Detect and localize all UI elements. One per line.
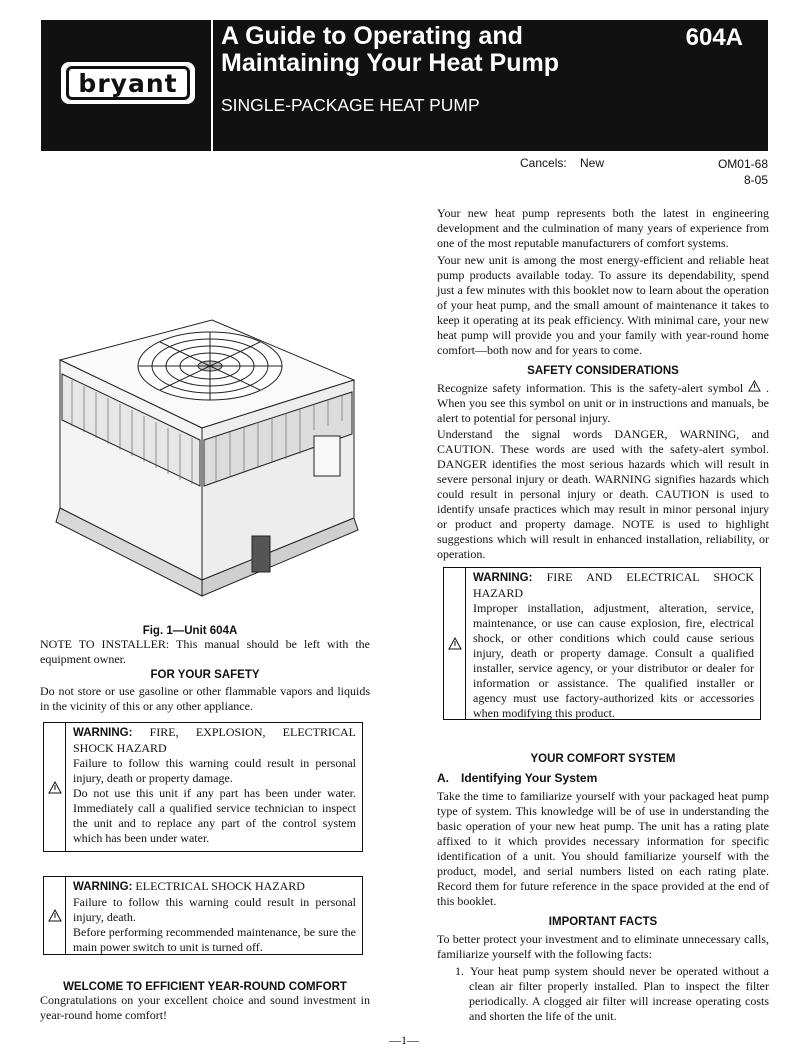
warning-text: [73, 879, 356, 955]
model-number: 604A: [685, 24, 743, 51]
safety-alert-icon: [48, 909, 62, 922]
cancels-label: Cancels:: [520, 156, 567, 170]
intro-paragraph-2: Your new unit is among the most energy-efficient and reliable heat pump products available today. To assure its dependability, spend just a few minutes with this booklet now to learn about the operation of your heat pump, and the small amount of maintenance it takes to keep it operating at its peak efficiency. With minimal care, your new heat pump will provide you and your family with year-round home comfort—both now and for years to come.: [437, 253, 769, 357]
safety-heading: FOR YOUR SAFETY: [150, 669, 260, 681]
important-facts-heading: IMPORTANT FACTS: [548, 916, 658, 928]
safety-considerations-heading: SAFETY CONSIDERATIONS: [527, 365, 679, 377]
safety-alert-icon: [48, 781, 62, 794]
logo-text: bryant: [66, 66, 190, 100]
warning-line: Do not use this unit if any part has been under water. Immediately call a qualified service technician to inspect the unit and to replace any part of the control system which has been under water.: [73, 786, 356, 845]
warning-title: FIRE AND ELECTRICAL SHOCK HAZARD: [473, 570, 754, 600]
cancels-value: New: [580, 156, 605, 170]
title-banner: [213, 20, 768, 151]
welcome-heading: WELCOME TO EFFICIENT YEAR-ROUND COMFORT: [63, 981, 347, 993]
list-item: 1. Your heat pump system should never be operated without a clean air filter properly installed. Plan to inspect the filter periodically. A clogged air filter will increase operating costs and shorten the life of the unit.: [455, 964, 769, 1023]
intro-paragraph-1: Your new heat pump represents both the latest in engineering development and the culmination of many years of experience from one of the most reputable manufacturers of comfort systems.: [437, 206, 769, 250]
warning-label: WARNING:: [473, 572, 533, 584]
document-subtitle: SINGLE-PACKAGE HEAT PUMP: [221, 95, 480, 115]
warning-text: [473, 570, 754, 721]
warning-line: Improper installation, adjustment, alteration, service, maintenance, or use can cause explosion, fire, electrical shock, or other conditions which could cause serious injury, death or property damage. Consult a qualified installer, service agency, or your distributor or dealer for information or assistance. The qualified installer or agency must use factory-authorized kits or accessories when modifying this product.: [473, 601, 754, 720]
document-title: A Guide to Operating and Maintaining Your Heat Pump: [221, 22, 559, 77]
warning-label: WARNING:: [73, 881, 133, 893]
facts-list: [455, 964, 769, 1024]
warning-line: Before performing recommended maintenance, be sure the main power switch to unit is turned off.: [73, 925, 356, 954]
safety-paragraph-2: Understand the signal words DANGER, WARNING, and CAUTION. These words are used with the safety-alert symbol. DANGER identifies the most serious hazards which will result in severe personal injury or death. WARNING signifies hazards which could result in personal injury or death. CAUTION is used to identify unsafe practices which may result in minor personal injury or product and property damage. NOTE is used to highlight suggestions which will result in enhanced installation, reliability, or operation.: [437, 427, 769, 561]
warning-icon-column: [44, 723, 66, 851]
safety-paragraph-1: [437, 380, 769, 426]
safety-text-b: . When you see this symbol on unit or in instructions and manuals, be alert to potential for personal injury.: [437, 381, 770, 425]
safety-text: Do not store or use gasoline or other flammable vapors and liquids in the vicinity of this or any other appliance.: [40, 684, 370, 713]
heat-pump-unit-illustration: [52, 318, 362, 616]
page-number: —1—: [389, 1033, 419, 1047]
warning-line: Failure to follow this warning could result in personal injury, death.: [73, 895, 356, 924]
identify-paragraph: Take the time to familiarize yourself with your packaged heat pump type of system. This knowledge will be of use in understanding the basic operation of your new heat pump. The unit has a rating plate affixed to it which provides necessary information for specific identification of a unit. You should familiarize yourself with the product, model, and serial numbers listed on each rating plate. Record them for future reference in the space provided at the end of this booklet.: [437, 789, 769, 908]
warning-label: WARNING:: [73, 727, 133, 739]
logo-panel: [41, 20, 211, 151]
warning-box-electrical: [43, 876, 363, 955]
safety-alert-icon: [448, 637, 462, 650]
doc-number: OM01-68: [717, 157, 768, 171]
comfort-system-heading: YOUR COMFORT SYSTEM: [530, 753, 676, 765]
figure-caption: Fig. 1—Unit 604A: [142, 625, 238, 637]
warning-icon-column: [44, 877, 66, 954]
bryant-logo: [61, 62, 195, 104]
warning-title: ELECTRICAL SHOCK HAZARD: [135, 879, 305, 893]
doc-date: 8-05: [743, 173, 768, 187]
welcome-text: Congratulations on your excellent choice and sound investment in year-round home comfort!: [40, 993, 370, 1022]
warning-box-fire-electrical: [443, 567, 761, 720]
note-to-installer: NOTE TO INSTALLER: This manual should be left with the equipment owner.: [40, 637, 370, 666]
safety-text-a: Recognize safety information. This is the safety-alert symbol: [437, 381, 744, 395]
warning-box-fire: [43, 722, 363, 852]
facts-intro: To better protect your investment and to eliminate unnecessary calls, familiarize yourself with the following facts:: [437, 932, 769, 961]
warning-text: [73, 725, 356, 846]
document-number: [718, 156, 768, 188]
warning-icon-column: [444, 568, 466, 719]
safety-alert-icon: [748, 380, 761, 392]
warning-line: Failure to follow this warning could result in personal injury, death or property damage.: [73, 756, 356, 785]
warning-title: FIRE, EXPLOSION, ELECTRICAL SHOCK HAZARD: [73, 725, 357, 755]
subsection-identifying: A. Identifying Your System: [437, 771, 598, 785]
